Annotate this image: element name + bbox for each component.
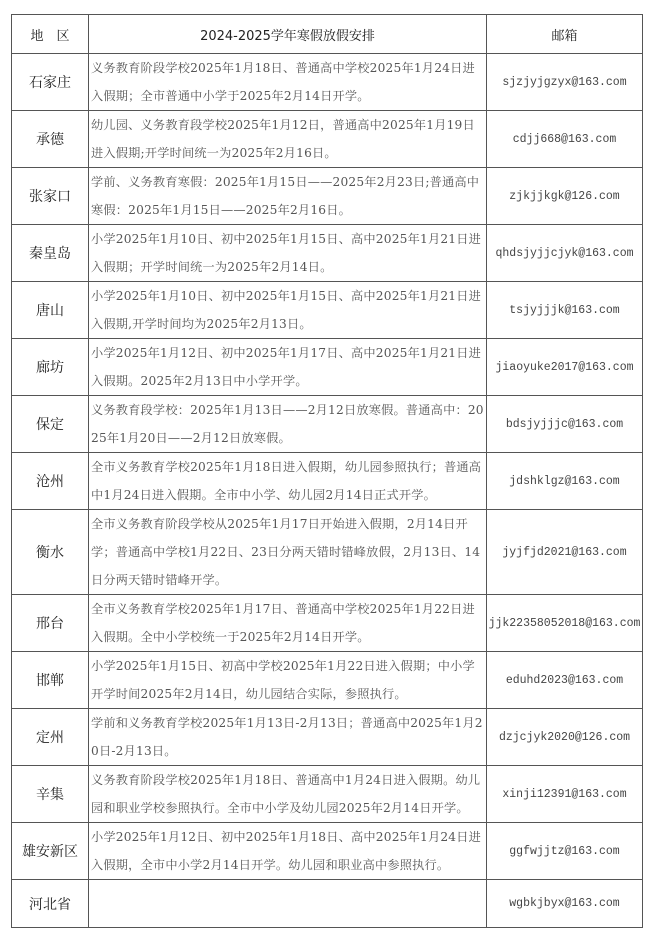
table-row xyxy=(12,510,643,595)
plan-cell: 幼儿园、义务教育段学校2025年1月12日，普通高中2025年1月19日进入假期;开学时间统一为2025年2月16日。 xyxy=(89,111,487,168)
region-cell: 承德 xyxy=(12,111,89,168)
plan-cell: 学前和义务教育学校2025年1月13日-2月13日；普通高中2025年1月20日-2月13日。 xyxy=(89,709,487,766)
table-row xyxy=(12,282,643,339)
table-row xyxy=(12,880,643,928)
email-cell: bdsjyjjjc@163.com xyxy=(487,396,643,453)
email-cell: sjzjyjgzyx@163.com xyxy=(487,54,643,111)
email-cell: cdjj668@163.com xyxy=(487,111,643,168)
plan-cell: 义务教育阶段学校2025年1月18日、普通高中学校2025年1月24日进入假期；全市普通中小学于2025年2月14日开学。 xyxy=(89,54,487,111)
region-cell: 保定 xyxy=(12,396,89,453)
plan-cell: 小学2025年1月15日、初高中学校2025年1月22日进入假期；中小学开学时间2025年2月14日，幼儿园结合实际，参照执行。 xyxy=(89,652,487,709)
table-row xyxy=(12,54,643,111)
table-row xyxy=(12,595,643,652)
email-cell: dzjcjyk2020@126.com xyxy=(487,709,643,766)
email-cell: eduhd2023@163.com xyxy=(487,652,643,709)
region-cell: 廊坊 xyxy=(12,339,89,396)
email-cell: jdshklgz@163.com xyxy=(487,453,643,510)
plan-cell: 小学2025年1月12日、初中2025年1月18日、高中2025年1月24日进入假期，全市中小学2月14日开学。幼儿园和职业高中参照执行。 xyxy=(89,823,487,880)
plan-cell: 小学2025年1月12日、初中2025年1月17日、高中2025年1月21日进入假期。2025年2月13日中小学开学。 xyxy=(89,339,487,396)
plan-cell: 义务教育阶段学校2025年1月18日、普通高中1月24日进入假期。幼儿园和职业学校参照执行。全市中小学及幼儿园2025年2月14日开学。 xyxy=(89,766,487,823)
region-cell: 河北省 xyxy=(12,880,89,928)
region-cell: 唐山 xyxy=(12,282,89,339)
plan-cell: 小学2025年1月10日、初中2025年1月15日、高中2025年1月21日进入假期；开学时间统一为2025年2月14日。 xyxy=(89,225,487,282)
table-header-row xyxy=(12,15,643,54)
table-row xyxy=(12,652,643,709)
table-row xyxy=(12,339,643,396)
region-cell: 邯郸 xyxy=(12,652,89,709)
plan-cell xyxy=(89,880,487,928)
region-cell: 邢台 xyxy=(12,595,89,652)
email-cell: zjkjjkgk@126.com xyxy=(487,168,643,225)
email-cell: qhdsjyjjcjyk@163.com xyxy=(487,225,643,282)
plan-cell: 义务教育段学校：2025年1月13日——2月12日放寒假。普通高中：2025年1月20日——2月12日放寒假。 xyxy=(89,396,487,453)
header-region: 地 区 xyxy=(12,15,89,54)
region-cell: 衡水 xyxy=(12,510,89,595)
table-row xyxy=(12,453,643,510)
email-cell: jiaoyuke2017@163.com xyxy=(487,339,643,396)
region-cell: 定州 xyxy=(12,709,89,766)
table-row xyxy=(12,396,643,453)
email-cell: wgbkjbyx@163.com xyxy=(487,880,643,928)
region-cell: 秦皇岛 xyxy=(12,225,89,282)
winter-vacation-table xyxy=(11,14,643,928)
email-cell: xinji12391@163.com xyxy=(487,766,643,823)
table-row xyxy=(12,111,643,168)
email-cell: ggfwjjtz@163.com xyxy=(487,823,643,880)
email-cell: jyjfjd2021@163.com xyxy=(487,510,643,595)
table-row xyxy=(12,225,643,282)
header-email: 邮箱 xyxy=(487,15,643,54)
email-cell: tsjyjjjk@163.com xyxy=(487,282,643,339)
table-row xyxy=(12,168,643,225)
plan-cell: 全市义务教育阶段学校从2025年1月17日开始进入假期，2月14日开学；普通高中学校1月22日、23日分两天错时错峰放假，2月13日、14日分两天错时错峰开学。 xyxy=(89,510,487,595)
email-cell: jjk22358052018@163.com xyxy=(487,595,643,652)
region-cell: 辛集 xyxy=(12,766,89,823)
region-cell: 雄安新区 xyxy=(12,823,89,880)
table-row xyxy=(12,823,643,880)
table-row xyxy=(12,709,643,766)
header-plan: 2024-2025学年寒假放假安排 xyxy=(89,15,487,54)
plan-cell: 小学2025年1月10日、初中2025年1月15日、高中2025年1月21日进入假期,开学时间均为2025年2月13日。 xyxy=(89,282,487,339)
region-cell: 沧州 xyxy=(12,453,89,510)
plan-cell: 学前、义务教育寒假：2025年1月15日——2025年2月23日;普通高中寒假：2025年1月15日——2025年2月16日。 xyxy=(89,168,487,225)
region-cell: 石家庄 xyxy=(12,54,89,111)
table-row xyxy=(12,766,643,823)
region-cell: 张家口 xyxy=(12,168,89,225)
plan-cell: 全市义务教育学校2025年1月18日进入假期，幼儿园参照执行；普通高中1月24日进入假期。全市中小学、幼儿园2月14日正式开学。 xyxy=(89,453,487,510)
plan-cell: 全市义务教育学校2025年1月17日、普通高中学校2025年1月22日进入假期。全中小学校统一于2025年2月14日开学。 xyxy=(89,595,487,652)
